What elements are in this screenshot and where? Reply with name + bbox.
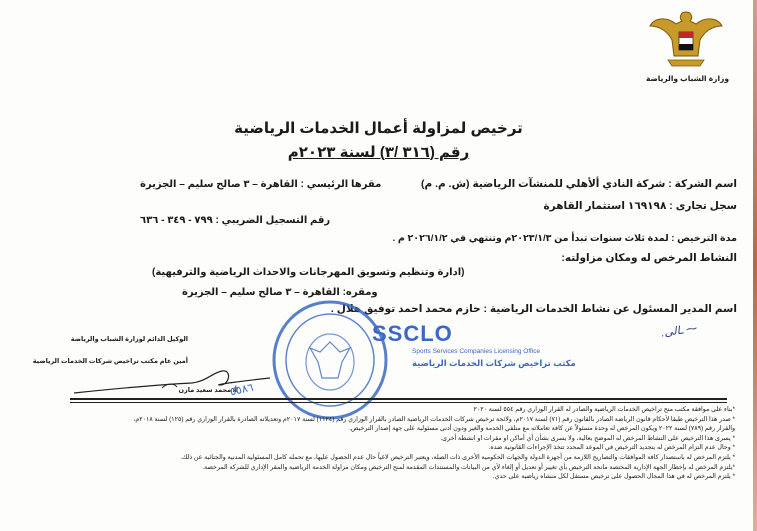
note: *بناء على موافقة مكتب منح تراخيص الخدمات الرياضية والصادر له القرار الوزاري رقم ٥٥٤ لسنة ٢٠٢٠ <box>473 406 735 413</box>
ministry-name: وزارة الشباب والرياضة <box>645 74 729 83</box>
note: * يلتزم المرخص له باستصدار كافة الموافقات والتصاريح اللازمة من أجهزة الدولة والجهات الحكومية الأخرى ذات الصلة، ويعتبر الترخيص لاغياً حال عدم الحصول عليها، مع تحمله كامل المسئولية المدنية والجنائية عن ذلك. <box>180 453 735 461</box>
stamp-english: Sports Services Companies Licensing Office <box>412 348 541 355</box>
headquarters: مقرها الرئيسي : القاهرة – ٣ صالح سليم – الجزيرة <box>140 179 382 190</box>
handwritten-signature-left <box>72 363 272 395</box>
note: *يلتزم المرخص له بإخطار الجهة الإدارية المختصة مانحة الترخيص بأي تغيير أو تعديل أو إلغاء لأي من البيانات والمستندات المقدمة لمنح الترخيص ومكان مزاولة الخدمة الرياضية والمقر الإداري للشركة المرخصة. <box>202 463 735 471</box>
company-name: اسم الشركة : شركة النادي ألأهلي للمنشآت الرياضية (ش. م. م) <box>421 178 737 190</box>
note: * يلتزم المرخص له في هذا المجال الحصول على ترخيص مستقل لكل منشاه رياضية على حدي. <box>492 473 735 481</box>
activity-label: النشاط المرخص له ومكان مزاولته: <box>561 252 737 264</box>
commercial-register: سجل تجارى : ١٦٩١٩٨ استثمار القاهرة <box>543 200 737 212</box>
signatory-name: أ/ محمد سعيد مازن <box>178 387 237 394</box>
document-title: ترخيص لمزاولة أعمال الخدمات الرياضية <box>234 120 523 137</box>
license-duration: مدة الترخيص : لمدة ثلاث سنوات تبدأ من ٢٠٢٣/١/٣م وتنتهي في ٢٠٢٦/١/٢ م . <box>392 233 737 244</box>
licensed-activity: (ادارة وتنظيم وتسويق المهرجانات والاحداث الرياضية والترفيهية) <box>152 267 465 278</box>
responsible-manager: اسم المدير المسئول عن نشاط الخدمات الرياضية : حازم محمد احمد توفيق هلال . <box>330 303 737 315</box>
scan-edge <box>753 0 757 531</box>
divider <box>70 398 727 400</box>
stamp-arabic: مكتب تراخيص شركات الخدمات الرياضية <box>412 358 576 368</box>
activity-location: ومقره: القاهرة – ٣ صالح سليم – الجزيرة <box>182 287 378 298</box>
license-notes <box>30 406 735 483</box>
license-number: رقم (٣١٦ /٣) لسنة ٢٠٢٣م <box>287 144 470 161</box>
note: * وحال عدم التزام المرخص له بتجديد الترخيص في الموعد المحدد تتخذ الإجراءات القانونية ضده. <box>488 444 735 452</box>
handwritten-signature-right: ⁓ ـالى. <box>660 322 698 340</box>
tax-number: رقم التسجيل الضريبي : ٧٩٩ - ٣٤٩ - ٦٣٦ <box>140 215 331 226</box>
divider <box>70 402 727 403</box>
note: * يسرى هذا الترخيص على النشاط المرخص له الموضح بعالية، ولا يسرى بشأن أي أماكن او مقرات او انشطة أخرى. <box>440 434 735 442</box>
license-fields <box>140 178 737 317</box>
eagle-emblem-icon <box>646 6 726 72</box>
stamp-serial: ٥٥٨٦ <box>229 381 255 399</box>
note: * صدر هذا الترخيص طبقا لأحكام قانون الرياضة الصادر بالقانون رقم (٧١) لسنة ٢٠١٧م، ولائحة ترخيص شركات الخدمات الرياضية الصادر بالقرار الوزاري رقم (١١٢٤) لسنة ٢٠١٧م وتعديلاته الصادرة بالقرار الوزاري رقم (١٢٥) لسنة ٢٠١٨م، <box>133 415 735 423</box>
signatory-title-2: أمين عام مكتب تراخيص شركات الخدمات الرياضية <box>32 358 188 365</box>
ssclo-logo: SSCLO <box>372 321 453 346</box>
note: والقرار رقم (٧٨٩) لسنة ٢٠٢٢ ويكون المرخص له وحدة مسئولاً عن كافة تعاملاته مع متلقي الخدمة والغير ودون أدنى مسئولية على جهة إصدار الترخيص. <box>349 425 735 433</box>
signatory-title-1: الوكيل الدائم لوزارة الشباب والرياضة <box>70 336 188 343</box>
